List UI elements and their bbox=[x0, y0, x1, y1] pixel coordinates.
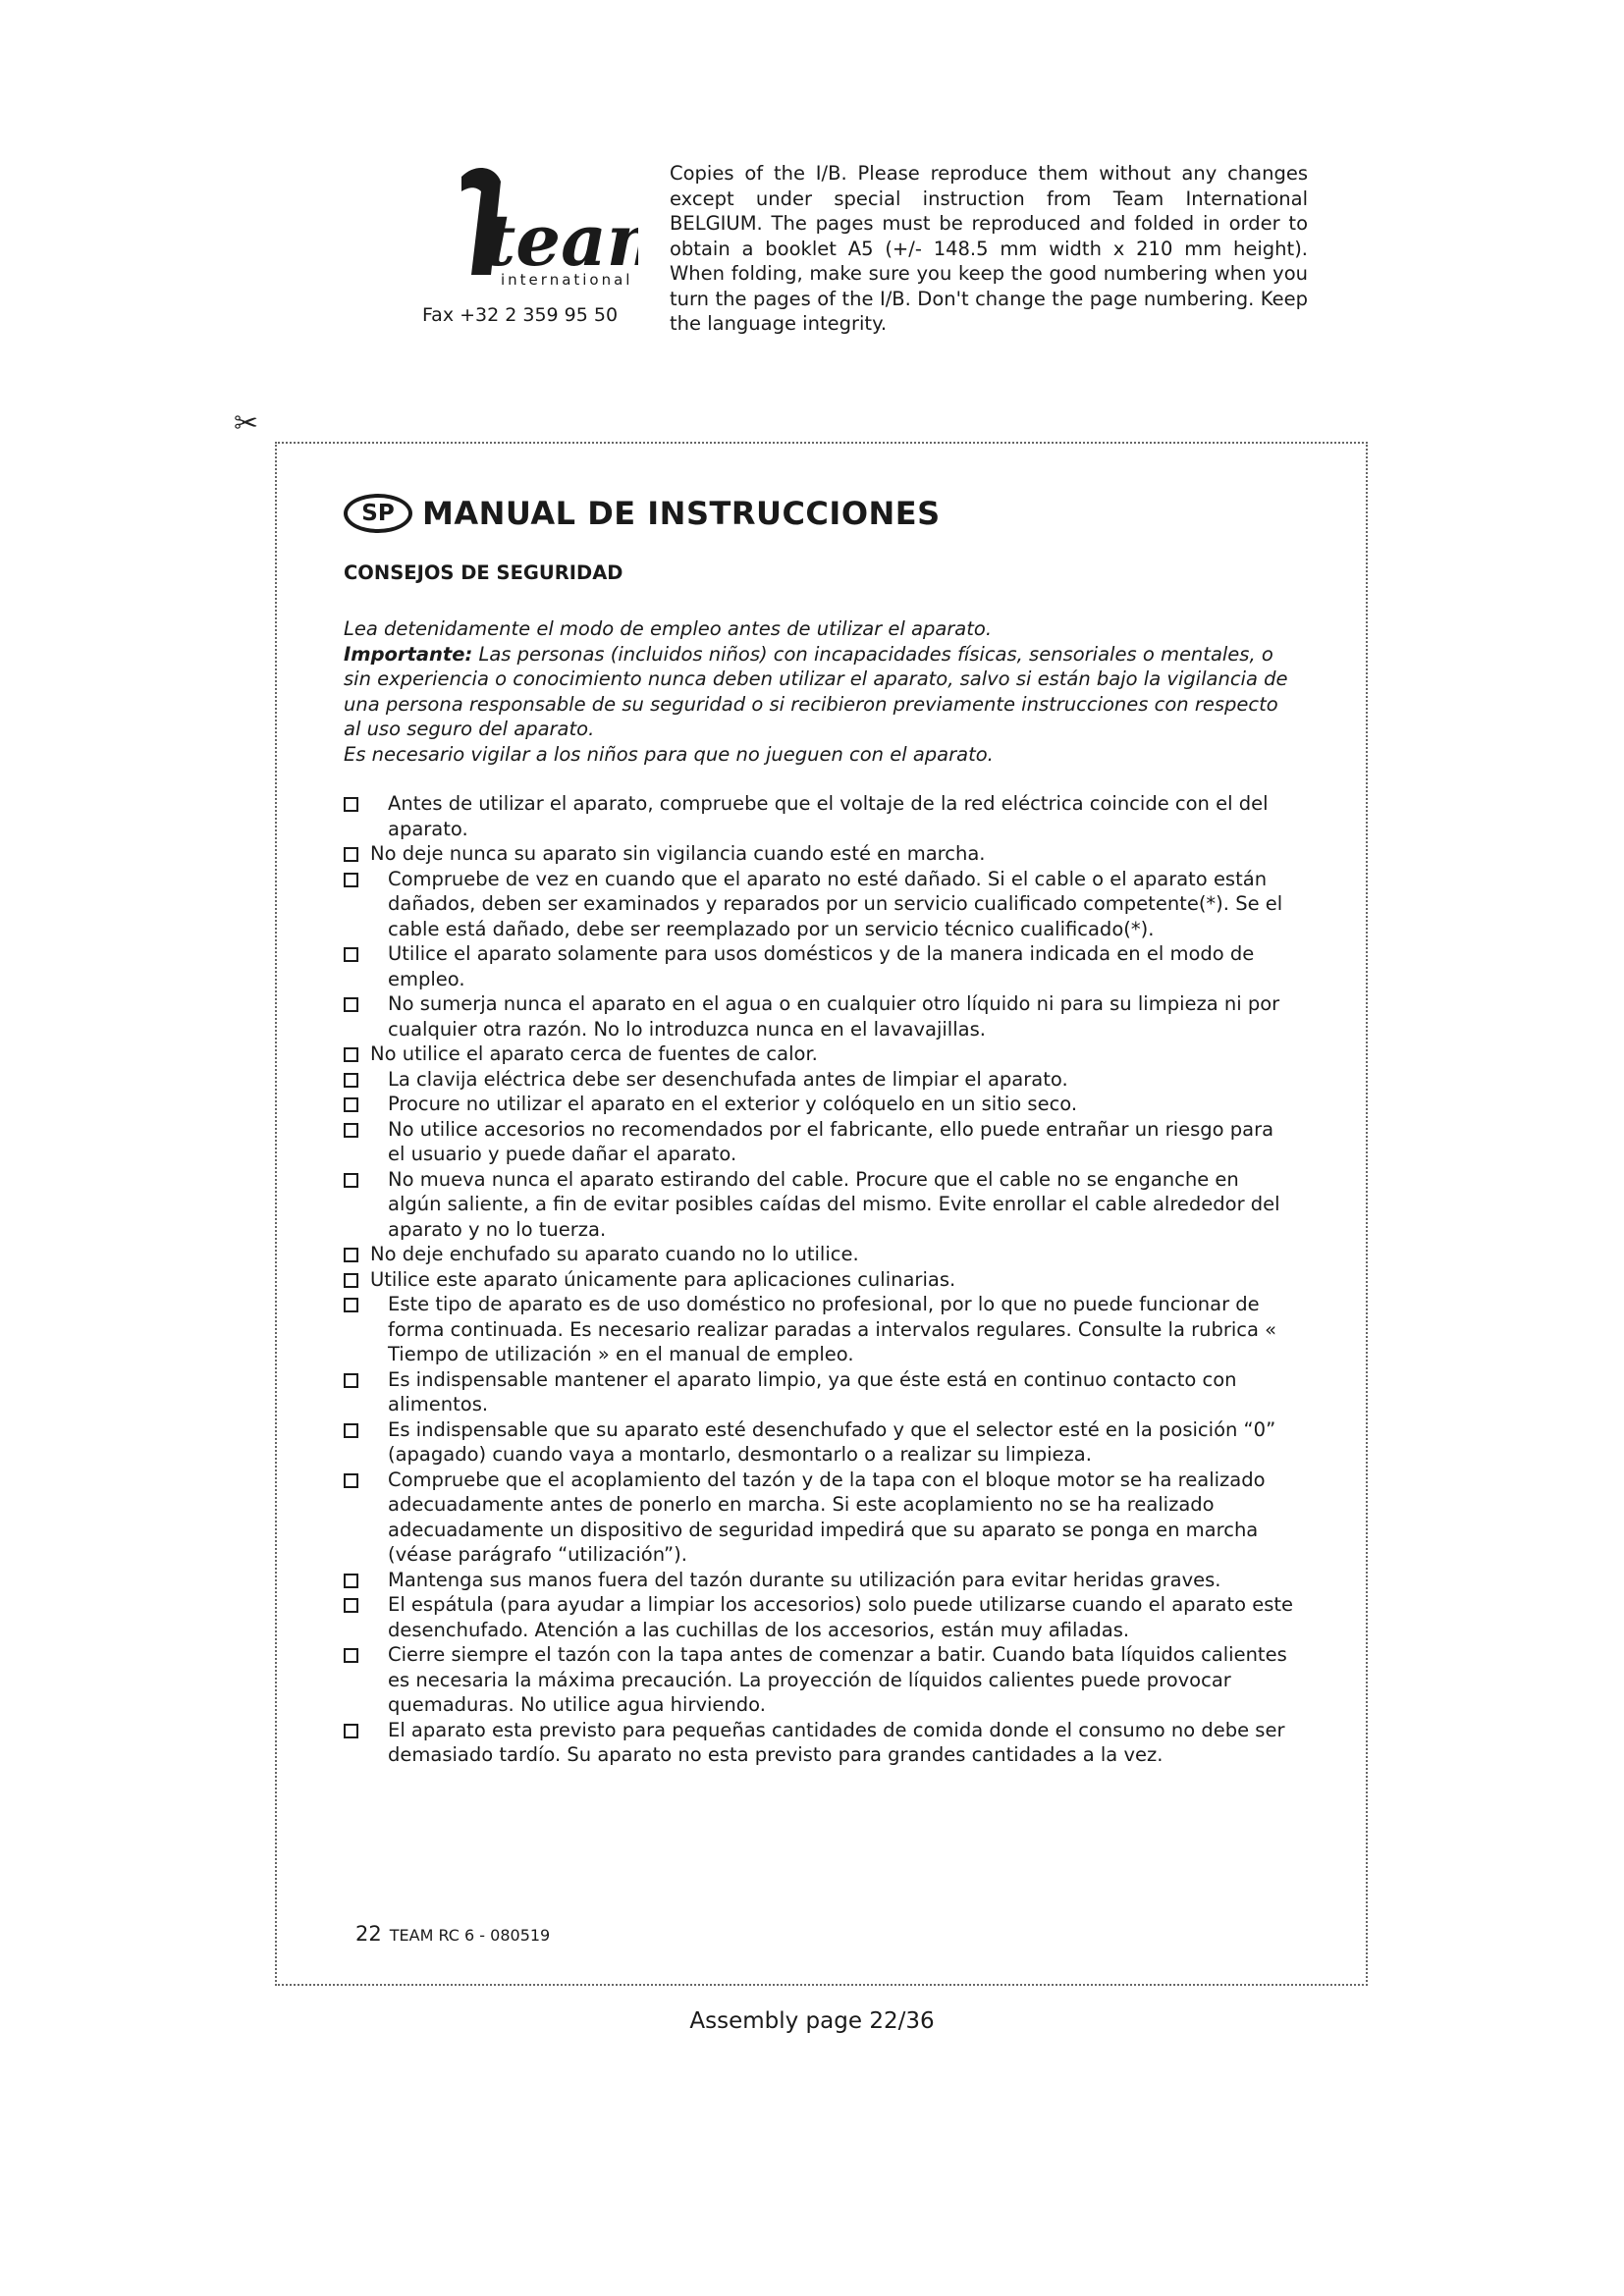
intro-text bbox=[344, 616, 1296, 768]
intro-line-1: Lea detenidamente el modo de empleo antes de utilizar el aparato. bbox=[344, 617, 993, 640]
checkbox-icon bbox=[344, 1373, 358, 1388]
scissors-icon: ✂ bbox=[234, 406, 259, 441]
list-item: Es indispensable que su aparato esté desenchufado y que el selector esté en la posición “0” (apagado) cuando vaya a montarlo, desmontarlo o a realizar su limpieza. bbox=[344, 1417, 1296, 1468]
fax-number: Fax +32 2 359 95 50 bbox=[422, 304, 619, 326]
list-item: Utilice este aparato únicamente para aplicaciones culinarias. bbox=[344, 1267, 1296, 1293]
checkbox-icon bbox=[344, 873, 358, 887]
checkbox-icon bbox=[344, 797, 358, 812]
model-code: TEAM RC 6 - 080519 bbox=[389, 1926, 551, 1945]
checkbox-icon bbox=[344, 1123, 358, 1138]
checkbox-icon bbox=[344, 1423, 358, 1438]
manual-title-row bbox=[344, 494, 941, 533]
list-item: Es indispensable mantener el aparato limpio, ya que éste está en continuo contacto con alimentos. bbox=[344, 1367, 1296, 1417]
list-item: Compruebe que el acoplamiento del tazón y de la tapa con el bloque motor se ha realizado adecuadamente antes de ponerlo en marcha. Si este acoplamiento no se ha realizado adecuadamente un dispositivo de seguridad impedirá que su aparato se ponga en marcha (véase parágrafo “utilización”). bbox=[344, 1468, 1296, 1568]
page-number: 22 bbox=[355, 1922, 382, 1946]
checkbox-icon bbox=[344, 1473, 358, 1488]
checkbox-icon bbox=[344, 847, 358, 862]
checkbox-icon bbox=[344, 1047, 358, 1062]
assembly-page-label: Assembly page 22/36 bbox=[689, 2008, 935, 2034]
checkbox-icon bbox=[344, 947, 358, 962]
list-item: Cierre siempre el tazón con la tapa antes de comenzar a batir. Cuando bata líquidos calientes es necesaria la máxima precaución. La proyección de líquidos calientes puede provocar quemaduras. No utilice agua hirviendo. bbox=[344, 1642, 1296, 1718]
list-item: Compruebe de vez en cuando que el aparato no esté dañado. Si el cable o el aparato están dañados, deben ser examinados y reparados por un servicio cualificado competente(*). Se el cable está dañado, debe ser reemplazado por un servicio técnico cualificado(*). bbox=[344, 867, 1296, 942]
team-logo bbox=[422, 157, 638, 324]
checkbox-icon bbox=[344, 1173, 358, 1188]
safety-list bbox=[344, 791, 1296, 1768]
checkbox-icon bbox=[344, 1097, 358, 1112]
list-item: La clavija eléctrica debe ser desenchufada antes de limpiar el aparato. bbox=[344, 1067, 1296, 1093]
logo-subtitle: international bbox=[501, 271, 633, 289]
list-item: Mantenga sus manos fuera del tazón durante su utilización para evitar heridas graves. bbox=[344, 1568, 1296, 1593]
list-item: El espátula (para ayudar a limpiar los accesorios) solo puede utilizarse cuando el aparato este desenchufado. Atención a las cuchillas de los accesorios, están muy afiladas. bbox=[344, 1592, 1296, 1642]
list-item: El aparato esta previsto para pequeñas cantidades de comida donde el consumo no debe ser demasiado tardío. Su aparato no esta previsto para grandes cantidades a la vez. bbox=[344, 1718, 1296, 1768]
checkbox-icon bbox=[344, 1248, 358, 1262]
page-title: MANUAL DE INSTRUCCIONES bbox=[422, 495, 941, 532]
list-item: No utilice el aparato cerca de fuentes de calor. bbox=[344, 1041, 1296, 1067]
intro-paragraph-2 bbox=[344, 642, 1296, 742]
checkbox-icon bbox=[344, 1724, 358, 1738]
important-text: Las personas (incluidos niños) con incapacidades físicas, sensoriales o mentales, o sin experiencia o conocimiento nunca deben utilizar el aparato, salvo si están bajo la vigilancia de una persona responsable de su seguridad o si recibieron previamente instrucciones con respecto al uso seguro del aparato. bbox=[344, 642, 1288, 741]
language-badge: SP bbox=[344, 494, 412, 533]
list-item: No mueva nunca el aparato estirando del cable. Procure que el cable no se enganche en algún saliente, a fin de evitar posibles caídas del mismo. Evite enrollar el cable alrededor del aparato y no lo tuerza. bbox=[344, 1167, 1296, 1243]
intro-line-3: Es necesario vigilar a los niños para que no jueguen con el aparato. bbox=[344, 742, 994, 766]
checkbox-icon bbox=[344, 1598, 358, 1613]
logo-wordmark: tea bbox=[483, 198, 607, 282]
checkbox-icon bbox=[344, 997, 358, 1012]
checkbox-icon bbox=[344, 1073, 358, 1088]
list-item: Este tipo de aparato es de uso doméstico no profesional, por lo que no puede funcionar de forma continuada. Es necesario realizar paradas a intervalos regulares. Consulte la rubrica « Tiempo de utilización » en el manual de empleo. bbox=[344, 1292, 1296, 1367]
list-item: No deje nunca su aparato sin vigilancia cuando esté en marcha. bbox=[344, 841, 1296, 867]
checkbox-icon bbox=[344, 1298, 358, 1312]
checkbox-icon bbox=[344, 1574, 358, 1588]
reproduction-note: Copies of the I/B. Please reproduce them without any changes except under special instruction from Team International BELGIUM. The pages must be reproduced and folded in order to obtain a booklet A5 (+/- 148.5 mm width x 210 mm height). When folding, make sure you keep the good numbering when you turn the pages of the I/B. Don't change the page numbering. Keep the language integrity. bbox=[670, 162, 1308, 335]
checkbox-icon bbox=[344, 1648, 358, 1663]
list-item: No sumerja nunca el aparato en el agua o en cualquier otro líquido ni para su limpieza ni por cualquier otra razón. No lo introduzca nunca en el lavavajillas. bbox=[344, 991, 1296, 1041]
list-item: Utilice el aparato solamente para usos domésticos y de la manera indicada en el modo de empleo. bbox=[344, 941, 1296, 991]
page-footer bbox=[355, 1922, 550, 1946]
list-item: Procure no utilizar el aparato en el exterior y colóquelo en un sitio seco. bbox=[344, 1092, 1296, 1117]
list-item: No utilice accesorios no recomendados por el fabricante, ello puede entrañar un riesgo para el usuario y puede dañar el aparato. bbox=[344, 1117, 1296, 1167]
checkbox-icon bbox=[344, 1273, 358, 1288]
important-label: Importante: bbox=[344, 642, 473, 666]
list-item: Antes de utilizar el aparato, compruebe que el voltaje de la red eléctrica coincide con el del aparato. bbox=[344, 791, 1296, 841]
section-title: CONSEJOS DE SEGURIDAD bbox=[344, 561, 623, 584]
list-item: No deje enchufado su aparato cuando no lo utilice. bbox=[344, 1242, 1296, 1267]
